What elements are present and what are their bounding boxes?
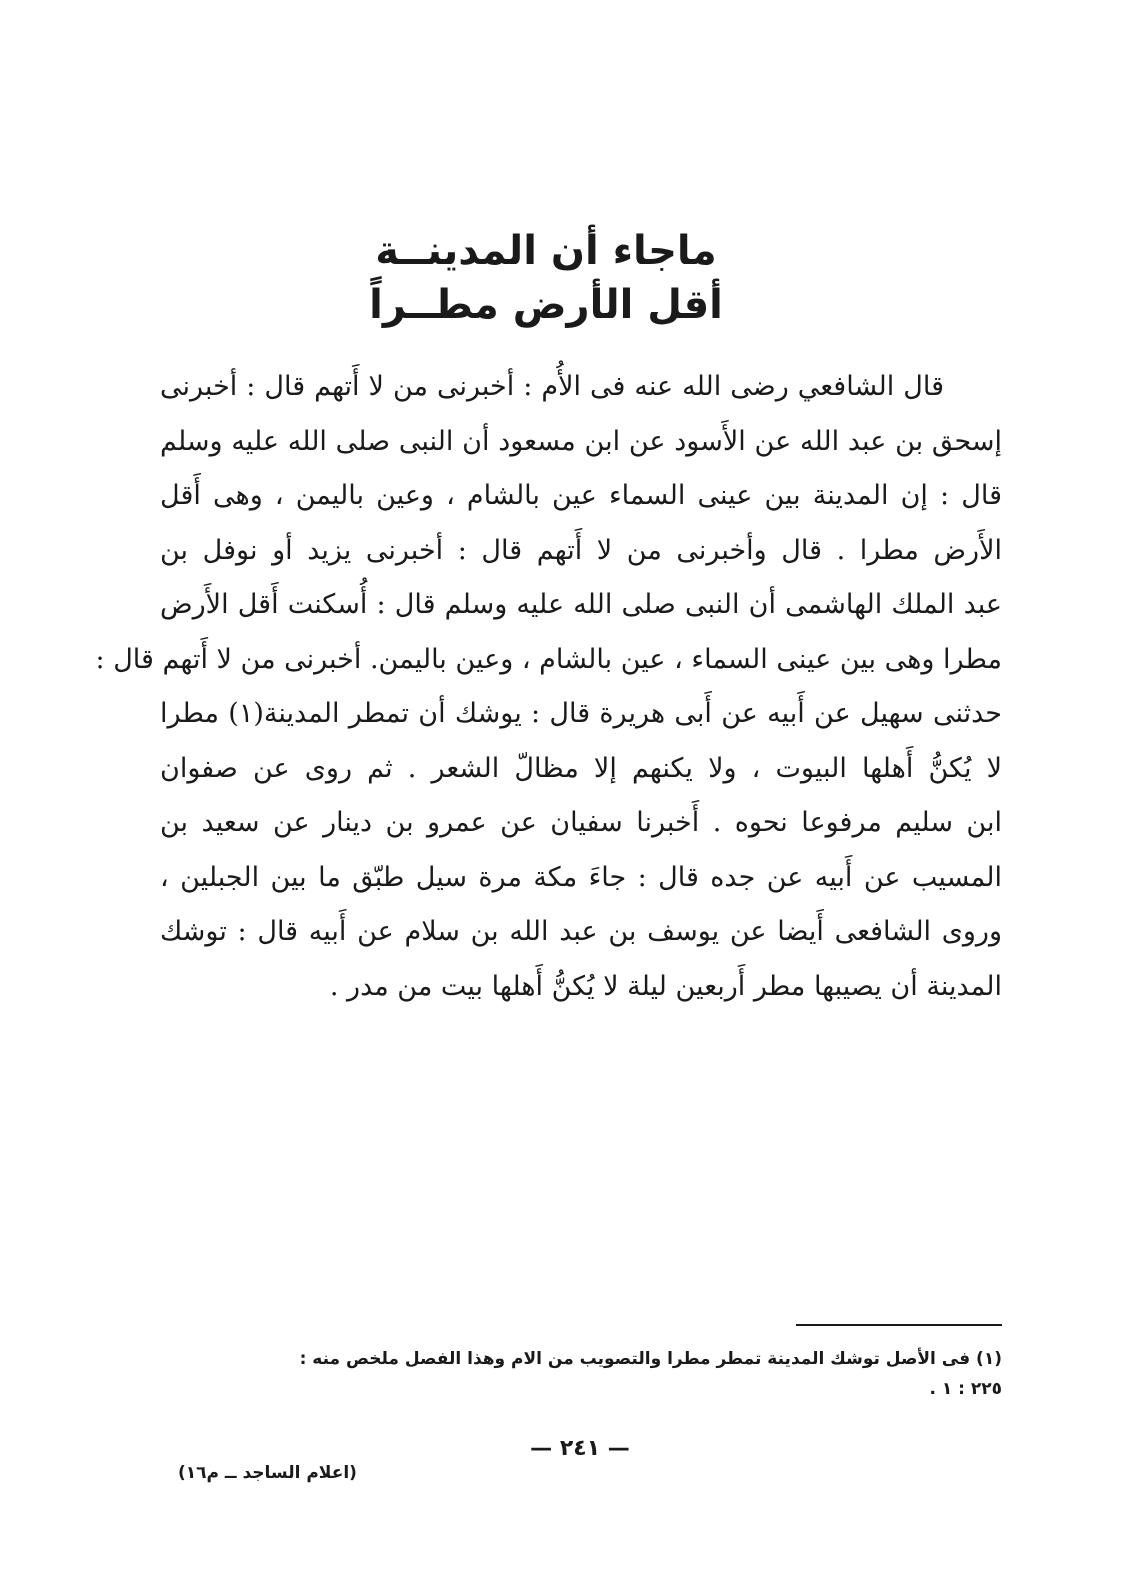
chapter-title-line-1: ماجاء أن المدينــة — [375, 228, 717, 274]
footnote-separator — [796, 1324, 1002, 1326]
body-paragraph — [95, 360, 1002, 1014]
footnote-line-1: (١) فى الأصل توشك المدينة تمطر مطرا والتصويب من الام وهذا الفصل ملخص منه : — [299, 1349, 1002, 1369]
body-line: المدينة أن يصيبها مطر أَربعين ليلة لا يُكنُّ أَهلها بيت من مدر . — [329, 970, 1002, 1002]
body-line: ابن سليم مرفوعا نحوه . أَخبرنا سفيان عن عمرو بن دينار عن سعيد بن — [160, 807, 1002, 838]
body-line: إسحق بن عبد الله عن الأَسود عن ابن مسعود أن النبى صلى الله عليه وسلم — [160, 425, 1002, 457]
footnote — [170, 1344, 1002, 1404]
footnote-line-2: ٢٢٥ : ١ . — [929, 1379, 1002, 1399]
body-line: الأَرض مطرا . قال وأخبرنى من لا أَتهم قال : أخبرنى يزيد أو نوفل بن — [160, 534, 1002, 566]
body-line: المسيب عن أَبيه عن جده قال : جاءَ مكة مرة سيل طبّق ما بين الجبلين ، — [160, 861, 1002, 893]
body-line: لا يُكنُّ أَهلها البيوت ، ولا يكنهم إلا مظالّ الشعر . ثم روى عن صفوان — [160, 752, 1002, 784]
body-line: مطرا وهى بين عينى السماء ، عين بالشام ، وعين باليمن. أخبرنى من لا أَتهم قال : — [95, 643, 1002, 675]
body-line: وروى الشافعى أَيضا عن يوسف بن عبد الله بن سلام عن أَبيه قال : توشك — [160, 916, 1002, 947]
page-number: — ٢٤١ — — [530, 1436, 630, 1461]
chapter-title — [360, 224, 732, 332]
printer-signature: (اعلام الساجد ــ م١٦) — [178, 1463, 357, 1483]
body-line: حدثنى سهيل عن أَبيه عن أَبى هريرة قال : يوشك أن تمطر المدينة(١) مطرا — [160, 698, 1002, 729]
body-line: قال الشافعي رضى الله عنه فى الأُم : أخبرنى من لا أَتهم قال : أخبرنى — [160, 371, 944, 402]
body-line: قال : إن المدينة بين عينى السماء عين بالشام ، وعين باليمن ، وهى أَقل — [160, 480, 1002, 511]
body-line: عبد الملك الهاشمى أن النبى صلى الله عليه وسلم قال : أُسكنت أَقل الأَرض — [160, 589, 1002, 620]
chapter-title-line-2: أقل الأرض مطــراً — [369, 282, 723, 328]
